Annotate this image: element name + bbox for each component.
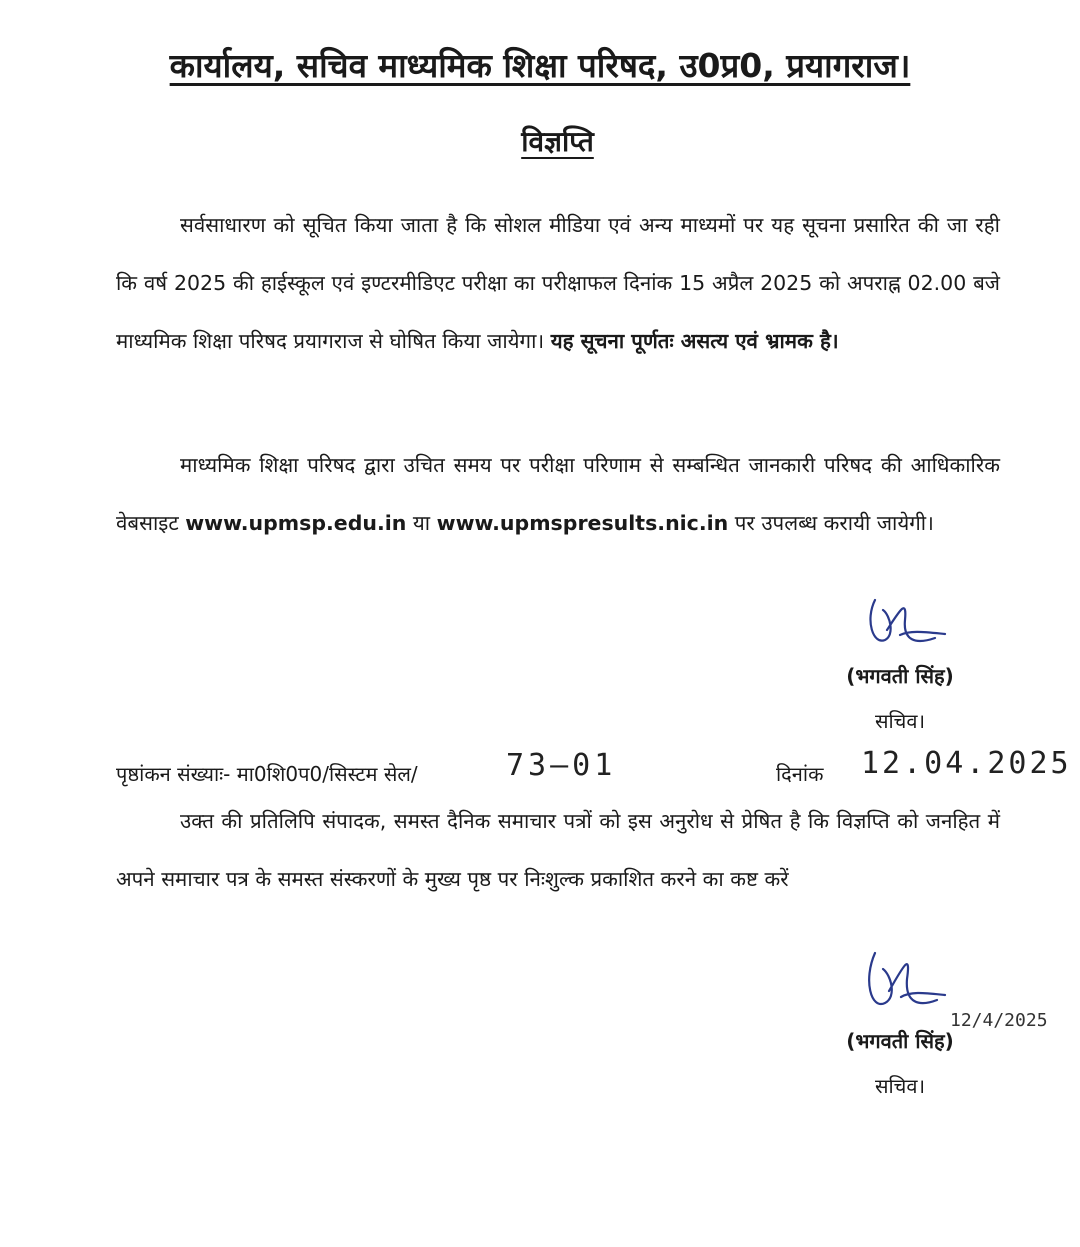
date-label: दिनांक [776, 762, 824, 786]
signatory-name: (भगवती सिंह) [846, 1029, 954, 1053]
paragraph-2-start: माध्यमिक शिक्षा परिषद द्वारा उचित समय पर परीक्षा परिणाम से सम्बन्धित जानकारी परिषद की आधिकारिक वेबसाइट [116, 453, 1000, 535]
notice-heading: विज्ञप्ति [521, 125, 594, 158]
paragraph-1-text: सर्वसाधारण को सूचित किया जाता है कि सोशल मीडिया एवं अन्य माध्यमों पर यह सूचना प्रसारित की जा रही कि वर्ष 2025 की हाईस्कूल एवं इण्टरमीडिएट परीक्षा का परीक्षाफल दिनांक 15 अप्रैल 2025 को अपराह्न 02.00 बजे माध्यमिक शिक्षा परिषद प्रयागराज से घोषित किया जायेगा। [116, 213, 1000, 353]
reference-number: 73—01 [506, 748, 617, 783]
signatory-designation: सचिव। [874, 709, 926, 733]
website-link-upmsp: www.upmsp.edu.in [185, 511, 407, 535]
reference-label: पृष्ठांकन संख्याः- मा0शि0प0/सिस्टम सेल/ [116, 762, 418, 786]
signature-icon [845, 590, 955, 660]
notice-paragraph-1 [116, 196, 1000, 370]
copy-note-paragraph: उक्त की प्रतिलिपि संपादक, समस्त दैनिक समाचार पत्रों को इस अनुरोध से प्रेषित है कि विज्ञप्ति को जनहित में अपने समाचार पत्र के समस्त संस्करणों के मुख्य पृष्ठ पर निःशुल्क प्रकाशित करने का कष्ट करें [116, 809, 1000, 891]
signatory-name: (भगवती सिंह) [846, 664, 954, 688]
signature-icon [845, 945, 955, 1025]
signatory-designation: सचिव। [874, 1074, 926, 1098]
notice-paragraph-2 [116, 436, 1000, 552]
reference-date: 12.04.2025 [861, 746, 1072, 781]
signature-date: 12/4/2025 [950, 1010, 1048, 1031]
paragraph-2-or: या [412, 511, 431, 535]
office-title: कार्यालय, सचिव माध्यमिक शिक्षा परिषद, उ0प्र0, प्रयागराज। [169, 46, 911, 85]
website-link-upmspresults: www.upmspresults.nic.in [436, 511, 729, 535]
paragraph-1-bold-statement: यह सूचना पूर्णतः असत्य एवं भ्रामक है। [550, 329, 839, 353]
paragraph-2-end: पर उपलब्ध करायी जायेगी। [734, 511, 934, 535]
signature-block-1 [800, 590, 1000, 734]
